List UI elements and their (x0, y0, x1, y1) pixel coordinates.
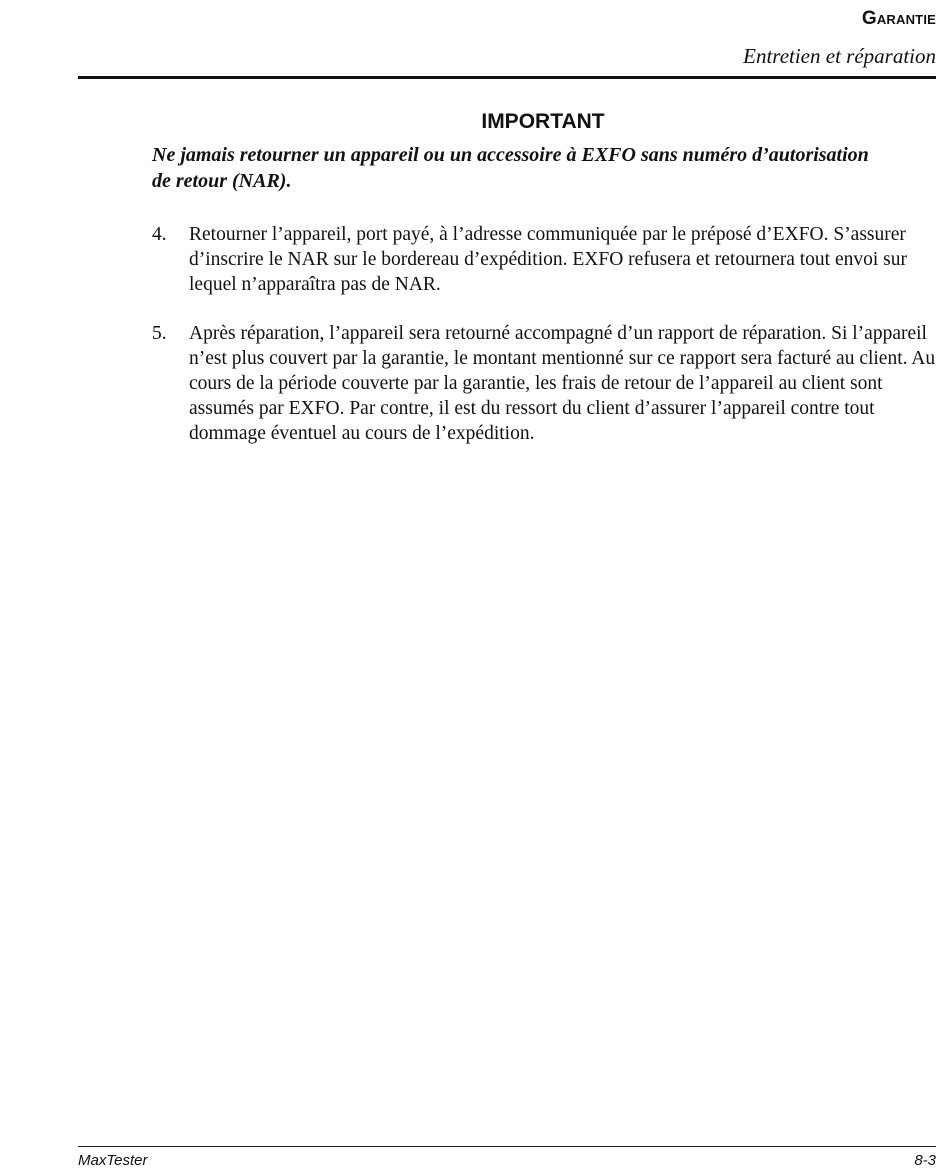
header-divider (78, 76, 936, 79)
step-number: 5. (152, 323, 167, 344)
procedure-steps (152, 222, 942, 470)
important-text: Ne jamais retourner un appareil ou un accessoire à EXFO sans numéro d’autorisation de retour (NAR). (152, 144, 869, 192)
running-header (78, 0, 936, 82)
important-notice (152, 110, 938, 194)
section-title: Entretien et réparation (743, 44, 936, 68)
footer-product-name: MaxTester (78, 1152, 148, 1169)
footer-divider (78, 1146, 936, 1147)
important-heading: IMPORTANT (481, 110, 605, 133)
footer-page-number: 8-3 (914, 1152, 936, 1169)
step-text: Retourner l’appareil, port payé, à l’adresse communiquée par le préposé d’EXFO. S’assurer d’inscrire le NAR sur le bordereau d’expédition. EXFO refusera et retournera tout envoi sur lequel n’apparaîtra pas de NAR. (189, 224, 908, 295)
step-number: 4. (152, 224, 167, 245)
step-item (152, 321, 942, 446)
chapter-title: Garantie (861, 8, 936, 29)
step-text: Après réparation, l’appareil sera retourné accompagné d’un rapport de réparation. Si l’appareil n’est plus couvert par la garantie, le montant mentionné sur ce rapport sera facturé au client. Au cours de la période couverte par la garantie, les frais de retour de l’appareil au client sont assumés par EXFO. Par contre, il est du ressort du client d’assurer l’appareil contre tout dommage éventuel au cours de l’expédition. (189, 323, 936, 444)
step-item (152, 222, 942, 297)
